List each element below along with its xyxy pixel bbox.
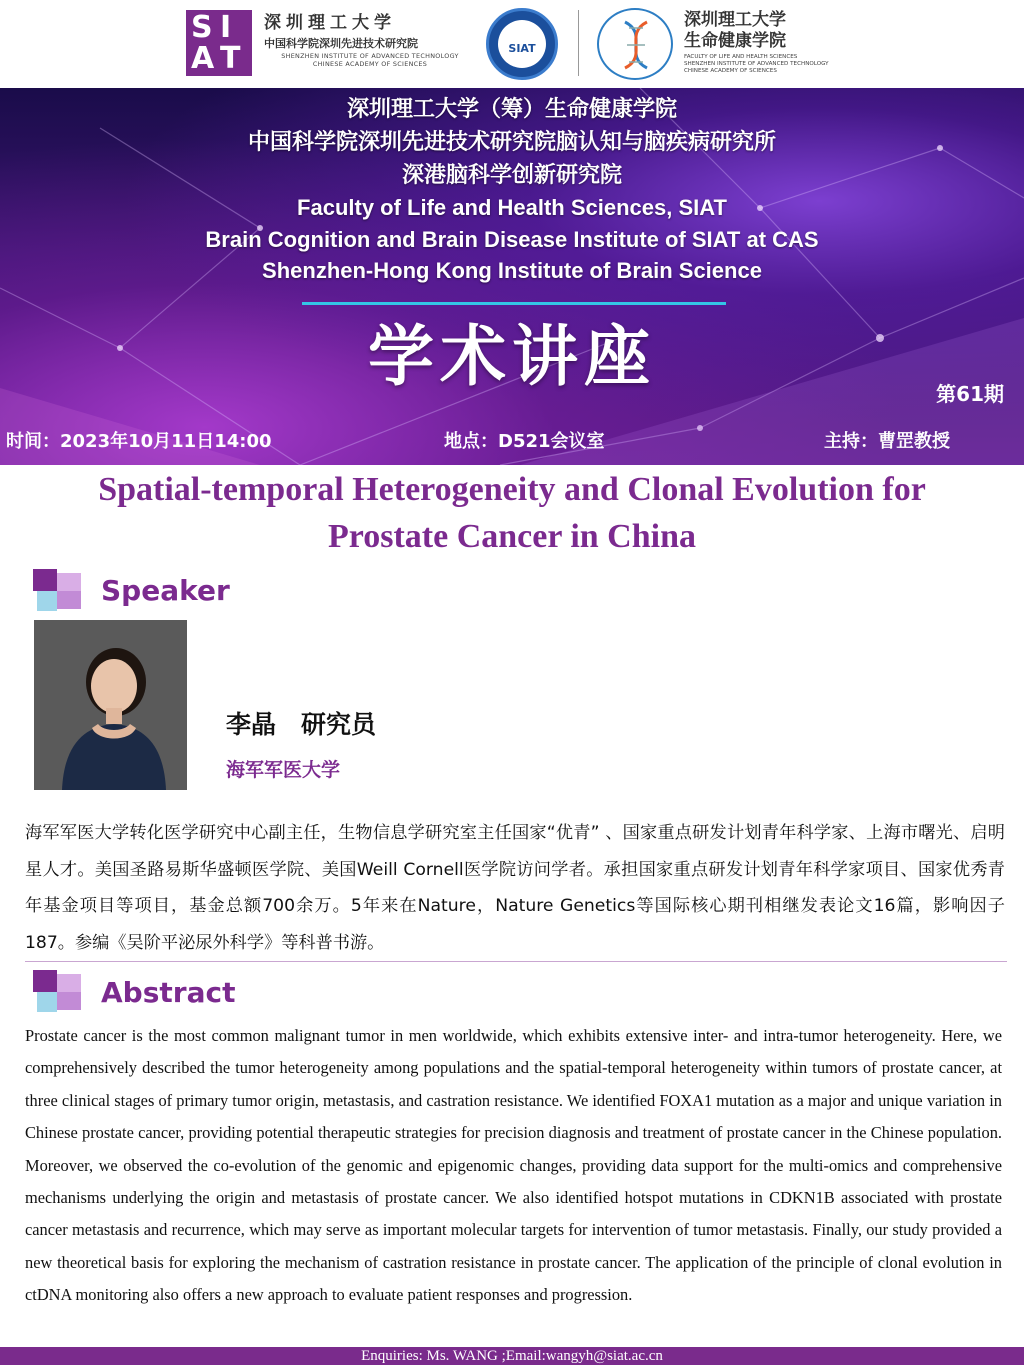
event-location: 地点：D521会议室 [444, 431, 605, 452]
abstract-text: Prostate cancer is the most common malignant tumor in men worldwide, which exhibits extensive inter- and intra-tumor heterogeneity. Here, we comprehensively described the tumor heterogeneity among populations and the spatial-temporal heterogeneity within tumors of prostate cancer, at three clinical stages of primary tumor origin, metastasis, and castration resistance. We identified FOXA1 mutation as a major and unique variation in Chinese prostate cancer, providing potential therapeutic strategies for precision diagnosis and treatment of prostate cancer in the Chinese population. Moreover, we observed the co-evolution of the genomic and epigenomic changes, providing data support for the multi-omics and comprehensive mechanisms underlying the origin and metastasis of prostate cancer. We also identified hotspot mutations in CDKN1B associated with prostate cancer metastasis and recurrence, which may serve as important molecular targets for intervention of tumor metastasis. Finally, our study provided a new theoretical basis for exploring the mechanism of castration resistance in prostate cancer. The application of the principle of clonal evolution in ctDNA monitoring also offers a new approach to evaluate patient responses and progression. [25, 1026, 1002, 1305]
org-en-3: Shenzhen-Hong Kong Institute of Brain Science [262, 258, 762, 283]
siat-name-cn: 深圳理工大学 [264, 13, 396, 33]
faculty-cn-line2: 生命健康学院 [684, 31, 786, 51]
speaker-name: 李晶 研究员 [226, 710, 377, 739]
talk-title-line1: Spatial-temporal Heterogeneity and Clonal Evolution for [98, 471, 926, 508]
org-cn-3: 深港脑科学创新研究院 [401, 163, 622, 188]
speaker-section-label: Speaker [101, 574, 230, 607]
issue-number: 第61期 [936, 382, 1004, 406]
siat-wordmark [264, 12, 476, 68]
faculty-en-line1: FACULTY OF LIFE AND HEALTH SCIENCES [684, 54, 798, 60]
abstract-section-icon [33, 970, 81, 1014]
section-divider [25, 961, 1007, 962]
org-en-1: Faculty of Life and Health Sciences, SIAT [297, 195, 727, 220]
abstract-section-label: Abstract [101, 976, 236, 1009]
speaker-affiliation: 海军军医大学 [226, 759, 341, 781]
org-cn-2: 中国科学院深圳先进技术研究院脑认知与脑疾病研究所 [247, 130, 776, 155]
talk-title [0, 466, 1024, 560]
event-time: 时间：2023年10月11日14:00 [6, 431, 272, 452]
dna-helix-icon [619, 20, 653, 70]
speaker-photo [34, 620, 187, 790]
faculty-wordmark [684, 10, 844, 75]
siat-logo-icon: S I A T [186, 10, 252, 76]
siat-sub-cn: 中国科学院深圳先进技术研究院 [264, 37, 418, 50]
logo-bar [0, 0, 1024, 88]
lecture-title: 学术讲座 [368, 318, 656, 395]
speaker-section-icon [33, 569, 81, 613]
siat-seal-icon [486, 8, 558, 80]
event-host: 主持：曹罡教授 [824, 431, 950, 452]
banner [0, 88, 1024, 465]
faculty-en-line3: CHINESE ACADEMY OF SCIENCES [684, 68, 777, 74]
siat-en-line1: SHENZHEN INSTITUTE OF ADVANCED TECHNOLOGY [281, 52, 459, 60]
faculty-en-line2: SHENZHEN INSTITUTE OF ADVANCED TECHNOLOGY [684, 61, 829, 67]
org-en-2: Brain Cognition and Brain Disease Institute of SIAT at CAS [205, 227, 819, 252]
siat-en-line2: CHINESE ACADEMY OF SCIENCES [312, 60, 428, 68]
faculty-cn-line1: 深圳理工大学 [684, 10, 786, 30]
talk-title-line2: Prostate Cancer in China [327, 518, 696, 555]
cyan-divider [302, 302, 726, 305]
faculty-seal-icon [597, 8, 673, 80]
speaker-bio: 海军军医大学转化医学研究中心副主任，生物信息学研究室主任国家“优青” 、国家重点研发计划青年科学家、上海市曙光、启明星人才。美国圣路易斯华盛顿医学院、美国Weill Cornell医学院访问学者。承担国家重点研发计划青年科学家项目、国家优秀青年基金项目等项目，基金总额700余万。5年来在Nature，Nature Genetics等国际核心期刊相继发表论文16篇，影响因子187。参编《吴阶平泌尿外科学》等科普书游。 [25, 823, 1005, 953]
logo-divider [578, 10, 579, 76]
seal-label: SIAT [508, 42, 536, 55]
footer-enquiries: Enquiries: Ms. WANG ;Email:wangyh@siat.ac.cn [0, 1347, 1024, 1365]
org-cn-1: 深圳理工大学（筹）生命健康学院 [346, 97, 677, 122]
